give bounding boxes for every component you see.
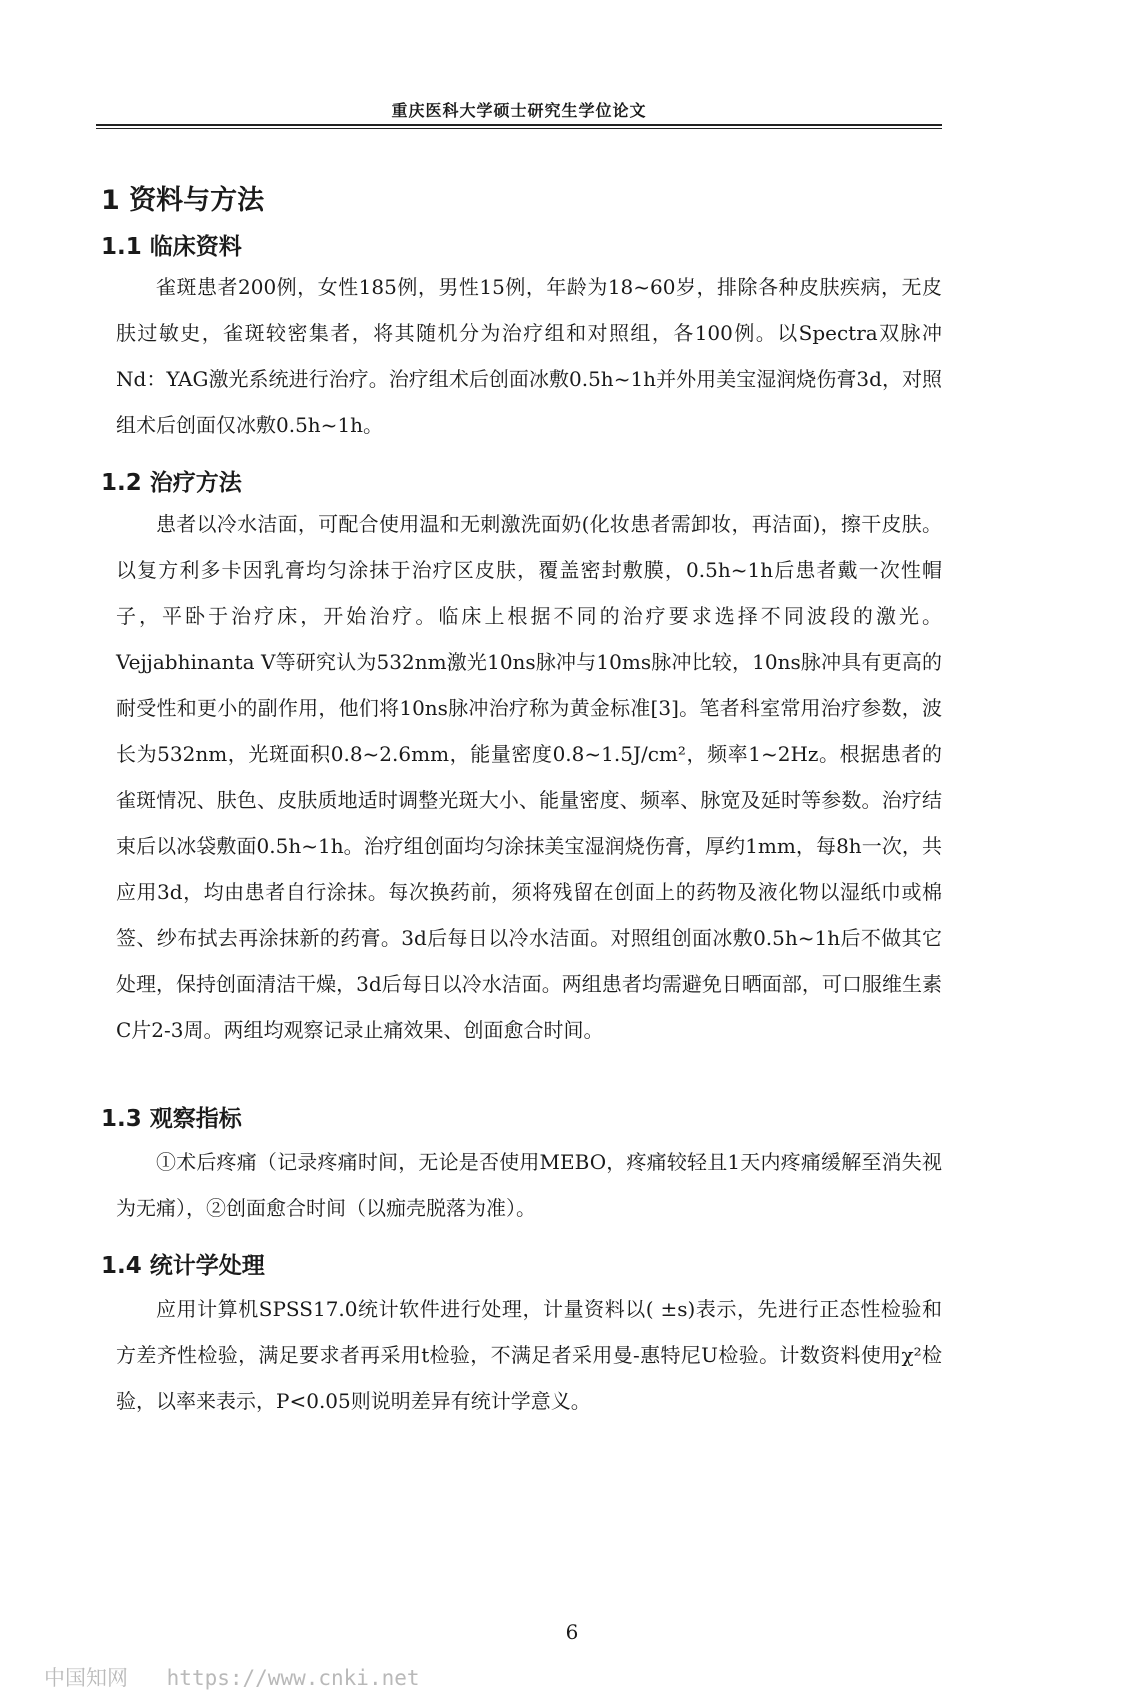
cnki-url: https://www.cnki.net bbox=[166, 1666, 420, 1690]
subsection-title-1-2: 1.2 治疗方法 bbox=[101, 470, 242, 496]
subsection-title-1-1: 1.1 临床资料 bbox=[101, 234, 242, 260]
cnki-logo-text: 中国知网 bbox=[44, 1666, 128, 1690]
page-number: 6 bbox=[565, 1620, 579, 1644]
section-title: 1 资料与方法 bbox=[101, 185, 265, 216]
paragraph-treatment-method: 患者以冷水洁面，可配合使用温和无刺激洗面奶(化妆患者需卸妆，再洁面)，擦干皮肤。以复方利多卡因乳膏均匀涂抹于治疗区皮肤，覆盖密封敷膜，0.5h~1h后患者戴一次性帽子，平卧于治疗床，开始治疗。临床上根据不同的治疗要求选择不同波段的激光。Vejjabhinanta V等研究认为532nm激光10ns脉冲与10ms脉冲比较，10ns脉冲具有更高的耐受性和更小的副作用，他们将10ns脉冲治疗称为黄金标准[3]。笔者科室常用治疗参数，波长为532nm，光斑面积0.8~2.6mm，能量密度0.8~1.5J/cm²，频率1~2Hz。根据患者的雀斑情况、肤色、皮肤质地适时调整光斑大小、能量密度、频率、脉宽及延时等参数。治疗结束后以冰袋敷面0.5h~1h。治疗组创面均匀涂抹美宝湿润烧伤膏，厚约1mm，每8h一次，共应用3d，均由患者自行涂抹。每次换药前，须将残留在创面上的药物及液化物以湿纸巾或棉签、纱布拭去再涂抹新的药膏。3d后每日以冷水洁面。对照组创面冰敷0.5h~1h后不做其它处理，保持创面清洁干燥，3d后每日以冷水洁面。两组患者均需避免日晒面部，可口服维生素C片2-3周。两组均观察记录止痛效果、创面愈合时间。 bbox=[116, 512, 942, 1042]
paragraph-clinical-data: 雀斑患者200例，女性185例，男性15例，年龄为18~60岁，排除各种皮肤疾病，无皮肤过敏史，雀斑较密集者，将其随机分为治疗组和对照组，各100例。以Spectra双脉冲Nd：YAG激光系统进行治疗。治疗组术后创面冰敷0.5h~1h并外用美宝湿润烧伤膏3d，对照组术后创面仅冰敷0.5h~1h。 bbox=[116, 275, 942, 437]
subsection-title-1-4: 1.4 统计学处理 bbox=[101, 1253, 265, 1279]
paragraph-observation-index: ①术后疼痛（记录疼痛时间，无论是否使用MEBO，疼痛较轻且1天内疼痛缓解至消失视为无痛），②创面愈合时间（以痂壳脱落为准）。 bbox=[116, 1150, 942, 1220]
subsection-title-1-3: 1.3 观察指标 bbox=[101, 1106, 242, 1132]
paragraph-statistics: 应用计算机SPSS17.0统计软件进行处理，计量资料以( ±s)表示，先进行正态性检验和方差齐性检验，满足要求者再采用t检验，不满足者采用曼-惠特尼U检验。计数资料使用χ²检验，以率来表示，P<0.05则说明差异有统计学意义。 bbox=[116, 1297, 942, 1413]
header-rule-thin bbox=[96, 128, 942, 129]
running-header: 重庆医科大学硕士研究生学位论文 bbox=[391, 101, 647, 120]
cnki-watermark bbox=[44, 1662, 420, 1692]
header-rule bbox=[96, 124, 942, 126]
